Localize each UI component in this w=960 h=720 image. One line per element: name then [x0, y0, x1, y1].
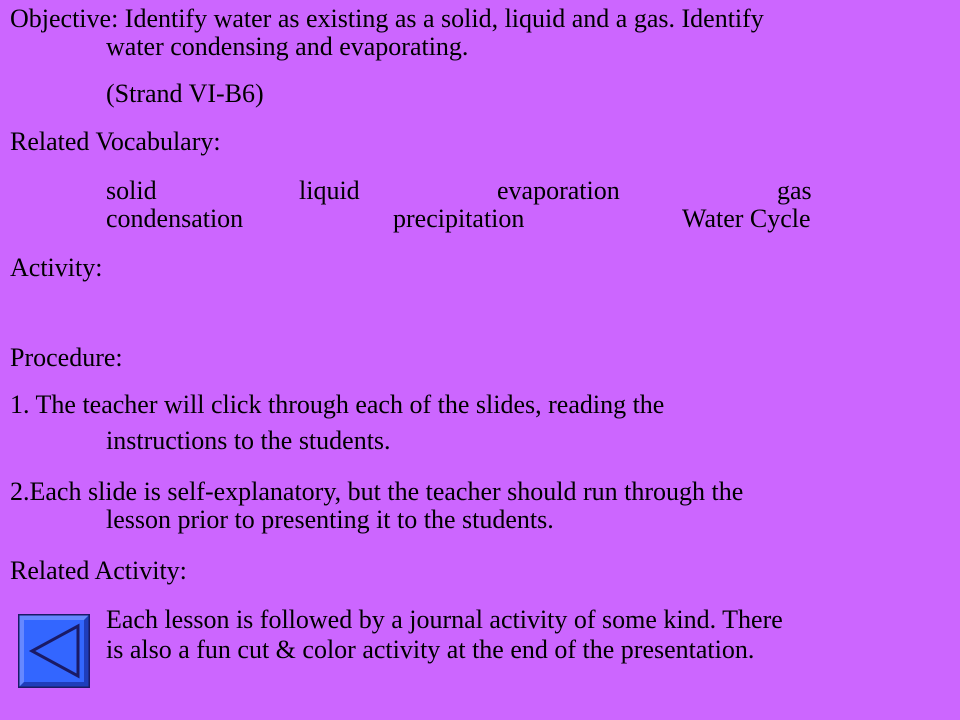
activity-heading: Activity:: [10, 253, 103, 282]
vocabulary-heading: Related Vocabulary:: [10, 127, 221, 156]
vocab-word-water-cycle: Water Cycle: [682, 204, 811, 233]
vocab-word-precipitation: precipitation: [393, 204, 525, 233]
procedure-step-2-line-1: 2.Each slide is self-explanatory, but the teacher should run through the: [10, 477, 744, 506]
objective-line-2: water condensing and evaporating.: [106, 32, 469, 61]
back-triangle-icon: [18, 614, 90, 688]
procedure-step-1-line-2: instructions to the students.: [106, 426, 391, 455]
procedure-step-1-line-1: 1. The teacher will click through each of the slides, reading the: [10, 390, 665, 419]
related-activity-heading: Related Activity:: [10, 556, 187, 585]
vocab-word-condensation: condensation: [106, 204, 244, 233]
objective-line-1: Objective: Identify water as existing as a solid, liquid and a gas. Identify: [10, 4, 764, 33]
related-activity-line-2: is also a fun cut & color activity at the end of the presentation.: [106, 635, 755, 664]
vocab-word-solid: solid: [106, 176, 157, 205]
vocab-word-gas: gas: [777, 176, 812, 205]
procedure-heading: Procedure:: [10, 343, 123, 372]
vocab-word-evaporation: evaporation: [497, 176, 620, 205]
related-activity-line-1: Each lesson is followed by a journal activity of some kind. There: [106, 605, 783, 634]
procedure-step-2-line-2: lesson prior to presenting it to the students.: [106, 505, 554, 534]
back-button[interactable]: [18, 614, 90, 688]
strand-code: (Strand VI-B6): [106, 79, 264, 108]
vocab-word-liquid: liquid: [299, 176, 360, 205]
